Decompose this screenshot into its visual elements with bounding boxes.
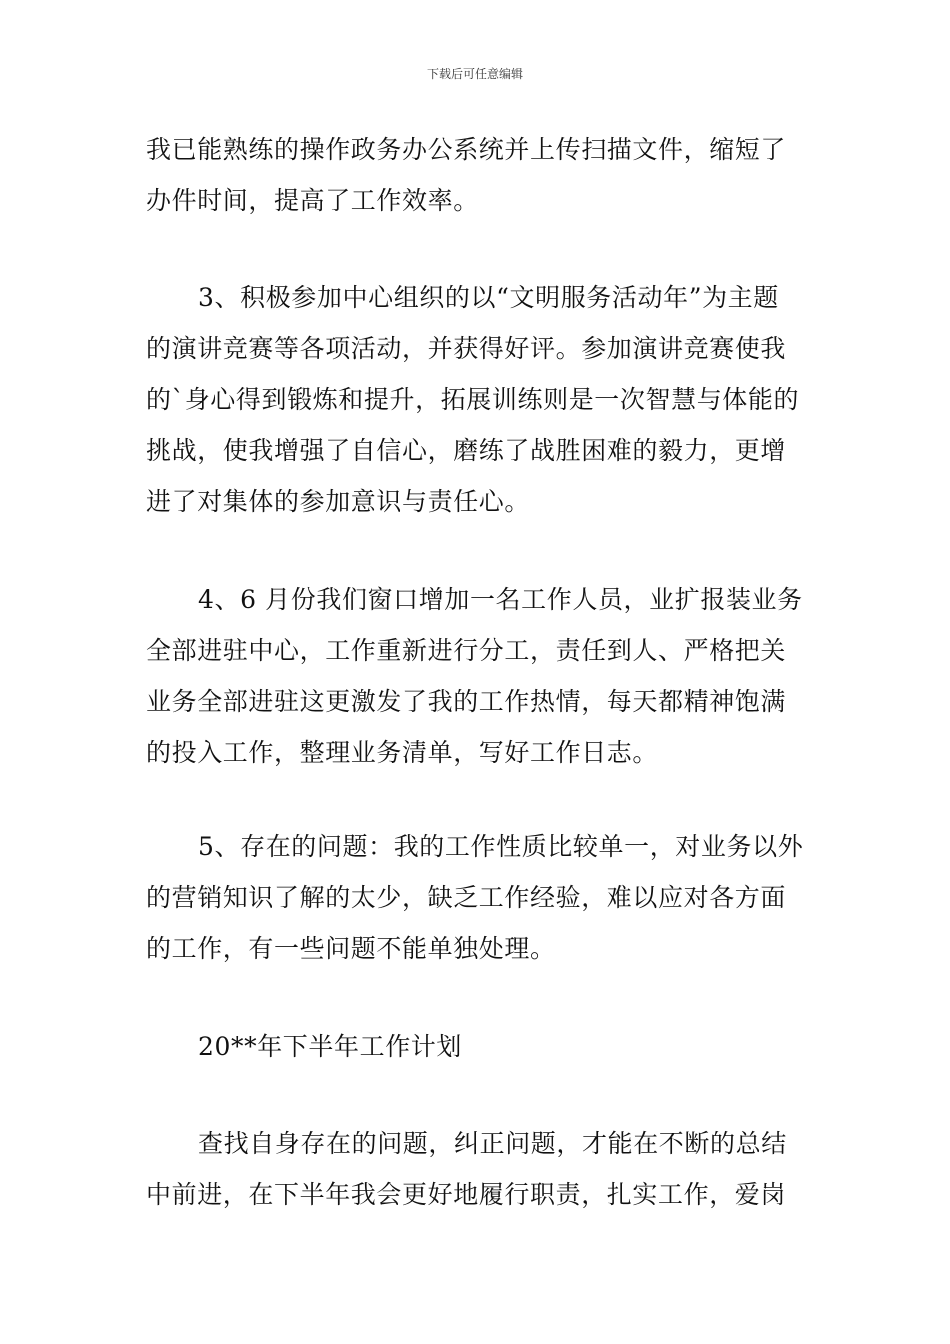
paragraph-item-3 [146,272,808,527]
paragraph-line: 5、存在的问题：我的工作性质比较单一，对业务以外 [198,832,804,861]
paragraph-line: 的投入工作，整理业务清单，写好工作日志。 [146,738,659,767]
paragraph-line: 的工作，有一些问题不能单独处理。 [146,934,556,963]
paragraph-line: 全部进驻中心，工作重新进行分工，责任到人、严格把关 [146,636,787,665]
paragraph-line: 中前进，在下半年我会更好地履行职责，扎实工作，爱岗 [146,1180,787,1209]
paragraph-line: 的演讲竞赛等各项活动，并获得好评。参加演讲竞赛使我 [146,334,787,363]
paragraph-line: 查找自身存在的问题，纠正问题，才能在不断的总结 [198,1129,787,1158]
paragraph-line: 的`身心得到锻炼和提升，拓展训练则是一次智慧与体能的 [146,385,800,414]
paragraph-line: 办件时间，提高了工作效率。 [146,186,479,215]
paragraph-item-4 [146,574,808,778]
paragraph-line: 4、6 月份我们窗口增加一名工作人员，业扩报装业务 [198,585,803,614]
paragraph-item-5 [146,821,808,974]
paragraph-continuation [146,124,808,226]
paragraph-plan [146,1118,808,1220]
paragraph-line: 业务全部进驻这更激发了我的工作热情，每天都精神饱满 [146,687,787,716]
paragraph-line: 3、积极参加中心组织的以“文明服务活动年”为主题 [198,283,779,312]
paragraph-line: 我已能熟练的操作政务办公系统并上传扫描文件，缩短了 [146,135,787,164]
section-heading [146,1021,808,1072]
page-header: 下载后可任意编辑 [426,67,523,81]
paragraph-line: 挑战，使我增强了自信心，磨练了战胜困难的毅力，更增 [146,436,787,465]
paragraph-line: 的营销知识了解的太少，缺乏工作经验，难以应对各方面 [146,883,787,912]
paragraph-line: 进了对集体的参加意识与责任心。 [146,487,531,516]
section-heading-text: 20**年下半年工作计划 [198,1032,463,1061]
